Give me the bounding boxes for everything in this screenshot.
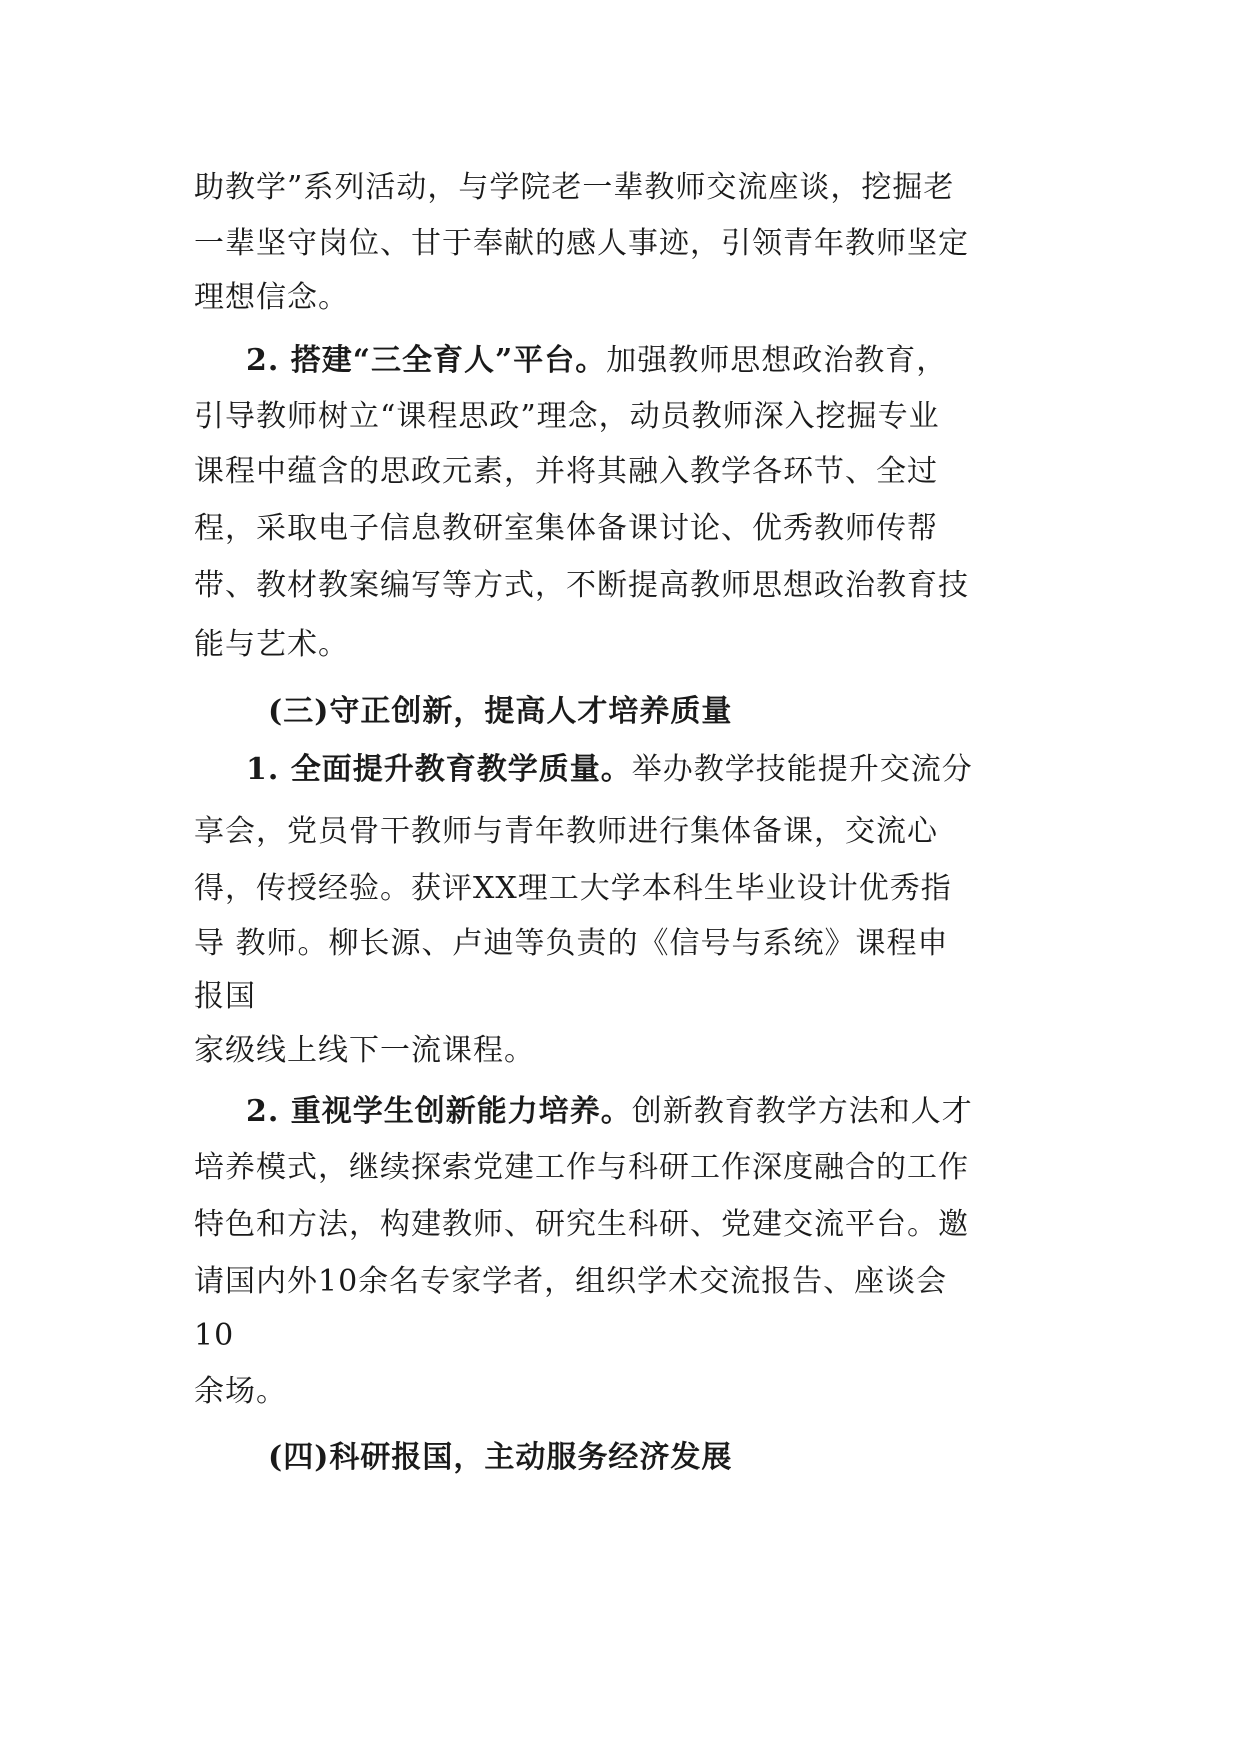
numbered-paragraph-start	[246, 341, 947, 381]
body-line-3: 理想信念。	[194, 280, 349, 315]
body-line-20: 请国内外10余名专家学者，组织学术交流报告、座谈会	[194, 1264, 948, 1299]
body-line-13: 得，传授经验。获评XX理工大学本科生毕业设计优秀指	[194, 871, 952, 906]
paragraph-text: 举办教学技能提升交流分	[631, 752, 973, 787]
numbered-paragraph-start	[246, 750, 973, 790]
section-heading-4: (四)科研报国，主动服务经济发展	[268, 1440, 733, 1475]
body-line-18: 培养模式，继续探索党建工作与科研工作深度融合的工作	[194, 1150, 969, 1185]
paragraph-heading: 2. 搭建“三全育人”平台。	[246, 343, 607, 378]
body-line-8: 带、教材教案编写等方式，不断提高教师思想政治教育技	[194, 568, 969, 603]
body-line-15: 报国	[194, 979, 256, 1014]
body-line-21: 10	[194, 1318, 235, 1353]
section-heading-3: (三)守正创新，提高人才培养质量	[268, 694, 733, 729]
body-line-7: 程，采取电子信息教研室集体备课讨论、优秀教师传帮	[194, 511, 938, 546]
paragraph-text: 创新教育教学方法和人才	[631, 1094, 973, 1129]
body-line-14: 导 教师。柳长源、卢迪等负责的《信号与系统》课程申	[194, 926, 949, 961]
paragraph-heading: 2. 重视学生创新能力培养。	[246, 1094, 632, 1129]
body-line-16: 家级线上线下一流课程。	[194, 1033, 535, 1068]
body-line-22: 余场。	[194, 1374, 287, 1409]
body-line-5: 引导教师树立“课程思政”理念，动员教师深入挖掘专业	[194, 399, 940, 434]
body-line-19: 特色和方法，构建教师、研究生科研、党建交流平台。邀	[194, 1207, 969, 1242]
paragraph-text: 加强教师思想政治教育，	[606, 343, 948, 378]
body-line-12: 享会，党员骨干教师与青年教师进行集体备课，交流心	[194, 814, 938, 849]
numbered-paragraph-start	[246, 1092, 973, 1132]
paragraph-heading: 1. 全面提升教育教学质量。	[246, 752, 632, 787]
body-line-1: 助教学”系列活动，与学院老一辈教师交流座谈，挖掘老	[194, 170, 955, 205]
body-line-2: 一辈坚守岗位、甘于奉献的感人事迹，引领青年教师坚定	[194, 226, 969, 261]
body-line-9: 能与艺术。	[194, 627, 349, 662]
body-line-6: 课程中蕴含的思政元素，并将其融入教学各环节、全过	[194, 454, 938, 489]
